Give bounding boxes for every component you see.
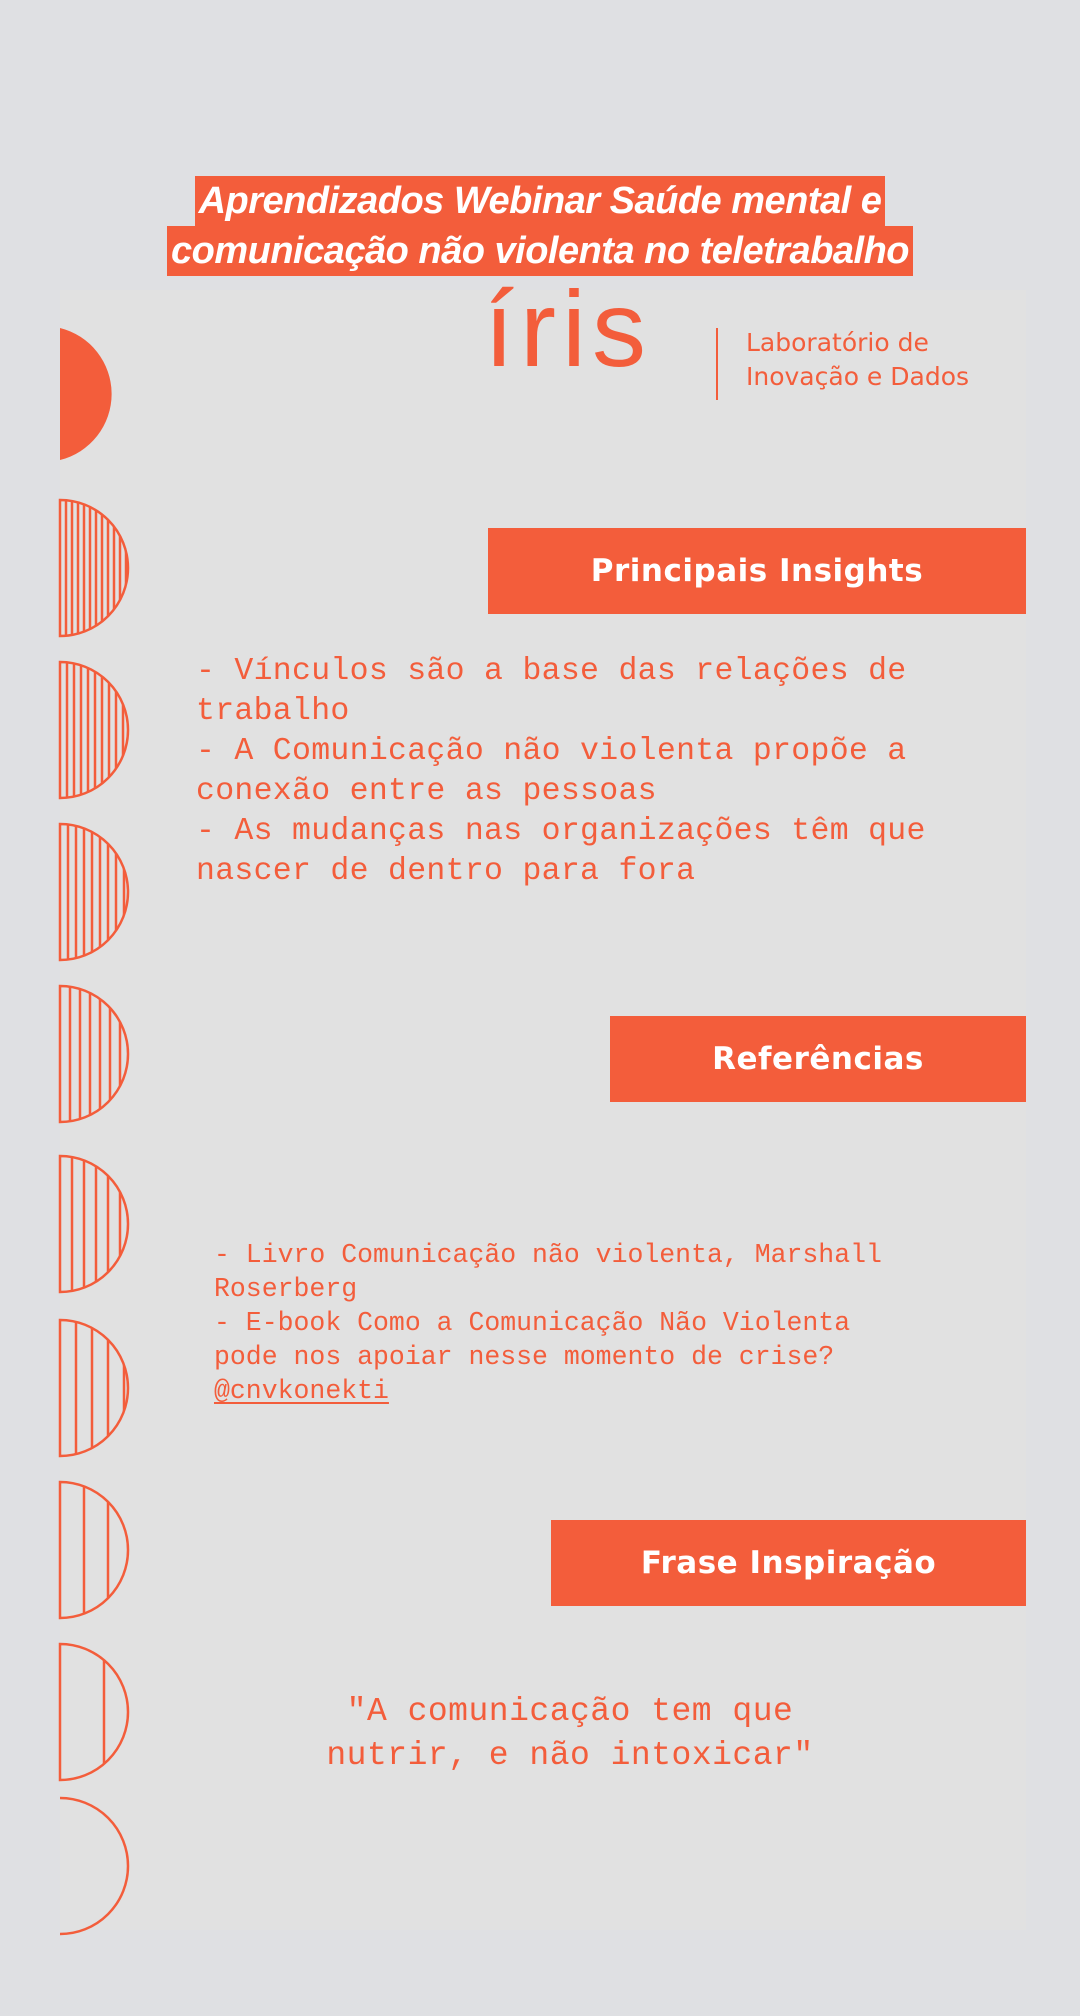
insight-line: trabalho [196,694,350,729]
insight-line: - As mudanças nas organizações têm que [196,814,926,849]
references-heading: Referências [610,1016,1026,1102]
reference-line: Roserberg [214,1274,358,1304]
quote-line-1: "A comunicação tem que [346,1693,794,1730]
title-line-2: comunicação não violenta no teletrabalho [167,226,913,276]
insights-heading: Principais Insights [488,528,1026,614]
logo-wordmark: íris [484,268,652,389]
reference-line: - E-book Como a Comunicação Não Violenta [214,1308,851,1338]
insight-line: nascer de dentro para fora [196,854,696,889]
references-list [214,1238,1014,1408]
quote-heading: Frase Inspiração [551,1520,1026,1606]
half-circle-stripes-3 [60,810,128,970]
iris-logo [484,268,1004,408]
half-circle-stripes-1 [60,490,128,650]
half-circle-stripes-4 [60,975,128,1135]
half-circle-stripes-7 [60,1470,128,1630]
logo-subtitle-line-2: Inovação e Dados [746,362,970,391]
quote-line-2: nutrir, e não intoxicar" [326,1737,814,1774]
half-circle-solid [60,328,112,460]
half-circle-stripes-5 [60,1145,128,1305]
logo-subtitle-line-1: Laboratório de [746,328,929,357]
half-circle-stripes-6 [60,1310,128,1470]
insight-line: - Vínculos são a base das relações de [196,654,907,689]
half-circle-outline [60,1798,128,1934]
logo-divider [716,328,718,400]
inspiration-quote [0,1690,1080,1778]
half-circle-stripes-2 [60,650,128,810]
title-line-1: Aprendizados Webinar Saúde mental e [195,176,886,226]
reference-line: pode nos apoiar nesse momento de crise? [214,1342,835,1372]
logo-subtitle [746,326,969,394]
reference-line: - Livro Comunicação não violenta, Marshall [214,1240,882,1270]
page-title [0,176,1080,276]
insights-list [196,652,1036,892]
insight-line: - A Comunicação não violenta propõe a [196,734,907,769]
cnvkonekti-mention-link[interactable]: @cnvkonekti [214,1376,389,1406]
insight-line: conexão entre as pessoas [196,774,657,809]
